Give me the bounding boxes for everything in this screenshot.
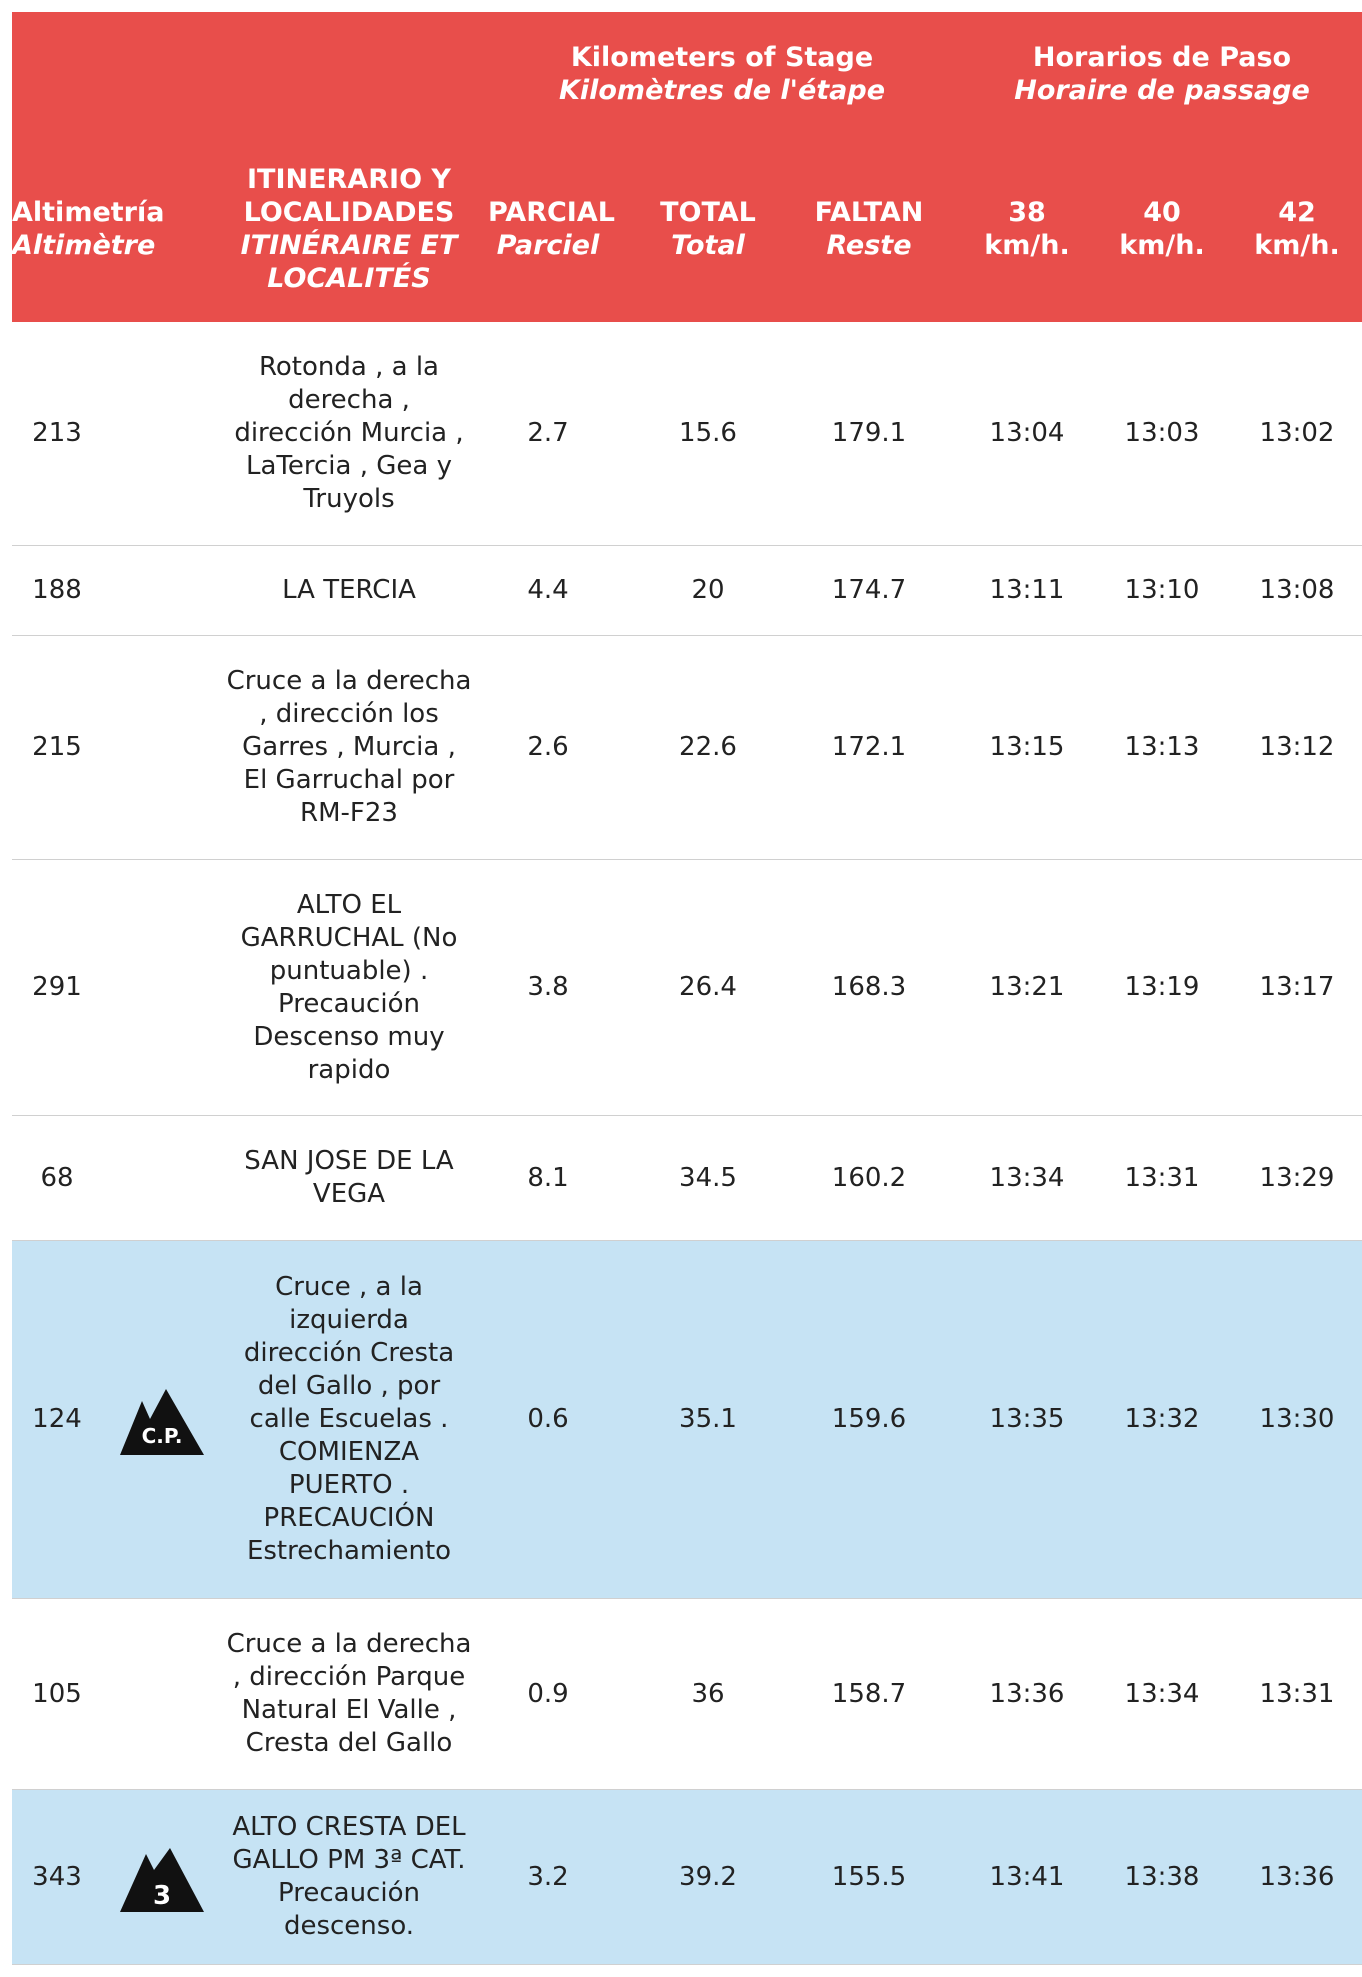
itinerary-text xyxy=(227,665,472,830)
itinerary-line: PUERTO . xyxy=(288,1470,410,1500)
itinerary-line: Precaución xyxy=(278,988,420,1019)
altitude-cell: 105 xyxy=(32,1678,82,1709)
faltan-cell: 160.2 xyxy=(831,1162,907,1193)
itinerary-cell xyxy=(224,860,474,1115)
table-row xyxy=(12,1599,1362,1790)
time-42-cell: 13:02 xyxy=(1259,418,1335,448)
km-group-title: Kilometers of Stage xyxy=(570,42,874,73)
itinerary-line: calle Escuelas . xyxy=(249,1404,449,1434)
mountain-cat3-icon xyxy=(112,1790,212,1964)
itinerary-line: , dirección Parque xyxy=(232,1662,466,1692)
itinerary-text xyxy=(244,1145,453,1211)
itinerary-line: del Gallo , por xyxy=(257,1371,441,1401)
parcial-cell: 3.2 xyxy=(527,1861,569,1892)
time-42-cell: 13:17 xyxy=(1259,972,1335,1002)
itinerary-line: LA TERCIA xyxy=(282,575,416,605)
table-row xyxy=(12,1116,1362,1241)
itinerary-line: dirección Cresta xyxy=(243,1338,455,1368)
parcial-cell: 2.6 xyxy=(527,732,569,762)
itinerary-cell xyxy=(224,546,474,635)
itinerary-cell xyxy=(224,1241,474,1598)
itinerary-line: Cruce a la derecha xyxy=(226,1629,472,1659)
total-cell: 39.2 xyxy=(679,1861,737,1892)
table-row xyxy=(12,1790,1362,1965)
itinerary-line: RM-F23 xyxy=(300,798,398,828)
time-38-cell: 13:15 xyxy=(989,732,1065,762)
time-42-cell: 13:12 xyxy=(1259,732,1335,762)
itinerary-line: Cruce a la derecha xyxy=(226,666,472,696)
itinerary-line: Rotonda , a la xyxy=(259,352,439,382)
itinerary-line: El Garruchal por xyxy=(243,765,455,795)
itinerary-text xyxy=(282,574,416,607)
itinerary-line: Natural El Valle , xyxy=(241,1695,457,1725)
time-42-cell: 13:29 xyxy=(1259,1162,1335,1193)
total-cell: 36 xyxy=(691,1678,725,1709)
time-40-cell: 13:10 xyxy=(1124,575,1200,605)
col-total-header: TOTAL Total xyxy=(660,197,756,261)
faltan-cell: 168.3 xyxy=(831,972,907,1002)
col-38-header: 38 km/h. xyxy=(984,197,1070,261)
table-header xyxy=(12,12,1362,322)
itinerary-line: rapido xyxy=(307,1054,391,1085)
parcial-cell: 2.7 xyxy=(527,418,569,448)
parcial-cell: 3.8 xyxy=(527,972,569,1002)
itinerary-line: dirección Murcia , xyxy=(234,418,464,448)
itinerary-line: izquierda xyxy=(289,1305,409,1335)
itinerary-line: Garres , Murcia , xyxy=(242,732,456,762)
parcial-cell: 8.1 xyxy=(527,1162,569,1193)
svg-text:3: 3 xyxy=(152,1881,172,1911)
time-42-cell: 13:08 xyxy=(1259,575,1335,605)
itinerary-line: Cresta del Gallo xyxy=(245,1728,453,1758)
faltan-cell: 174.7 xyxy=(831,575,907,605)
time-38-cell: 13:11 xyxy=(989,575,1065,605)
time-42-cell: 13:31 xyxy=(1259,1678,1335,1709)
col-40-header: 40 km/h. xyxy=(1119,197,1205,261)
parcial-cell: 4.4 xyxy=(527,575,569,605)
col-altitude-header: Altimetría Altimètre xyxy=(12,197,165,261)
itinerary-line: puntuable) . xyxy=(269,955,429,986)
altitude-cell: 291 xyxy=(32,972,82,1002)
time-38-cell: 13:21 xyxy=(989,972,1065,1002)
itinerary-cell xyxy=(224,1599,474,1789)
svg-text:C.P.: C.P. xyxy=(141,1423,183,1448)
col-42-header: 42 km/h. xyxy=(1254,197,1340,261)
time-40-cell: 13:38 xyxy=(1124,1861,1200,1892)
altitude-cell: 188 xyxy=(32,575,82,605)
km-group-header xyxy=(502,41,942,107)
faltan-cell: 172.1 xyxy=(831,732,907,762)
itinerary-cell xyxy=(224,636,474,859)
itinerary-line: GARRUCHAL (No xyxy=(240,922,458,953)
itinerary-text xyxy=(244,1271,454,1568)
time-38-cell: 13:04 xyxy=(989,418,1065,448)
itinerary-line: descenso. xyxy=(283,1911,415,1941)
itinerary-line: Estrechamiento xyxy=(246,1536,452,1566)
itinerary-line: , dirección los xyxy=(259,699,439,729)
stage-table xyxy=(12,12,1362,1965)
faltan-cell: 179.1 xyxy=(831,418,907,448)
itinerary-text xyxy=(234,351,463,516)
time-40-cell: 13:32 xyxy=(1124,1404,1200,1434)
total-cell: 20 xyxy=(691,575,725,605)
time-38-cell: 13:34 xyxy=(989,1162,1065,1193)
parcial-cell: 0.6 xyxy=(527,1404,569,1434)
itinerary-line: SAN JOSE DE LA xyxy=(244,1146,454,1176)
col-faltan-header: FALTAN Reste xyxy=(814,197,924,261)
altitude-cell: 343 xyxy=(32,1861,82,1892)
itinerary-line: GALLO PM 3ª CAT. xyxy=(232,1845,466,1875)
itinerary-line: Truyols xyxy=(303,484,395,514)
itinerary-line: Cruce , a la xyxy=(275,1272,423,1302)
table-row xyxy=(12,322,1362,546)
itinerary-line: Precaución xyxy=(278,1878,420,1908)
table-body xyxy=(12,322,1362,1965)
itinerary-line: VEGA xyxy=(312,1179,386,1209)
itinerary-text xyxy=(232,1811,465,1943)
itinerary-line: derecha , xyxy=(288,385,410,415)
itinerary-cell xyxy=(224,1790,474,1964)
itinerary-line: COMIENZA xyxy=(278,1437,420,1467)
time-38-cell: 13:41 xyxy=(989,1861,1065,1892)
itinerary-cell xyxy=(224,322,474,545)
itinerary-line: ALTO EL xyxy=(296,889,402,920)
total-cell: 35.1 xyxy=(679,1404,737,1434)
col-parcial-header: PARCIAL Parciel xyxy=(488,197,615,261)
itinerary-line: Descenso muy xyxy=(253,1021,445,1052)
total-cell: 26.4 xyxy=(679,972,737,1002)
time-38-cell: 13:36 xyxy=(989,1678,1065,1709)
itinerary-line: LaTercia , Gea y xyxy=(246,451,452,481)
itinerary-text xyxy=(241,889,458,1087)
times-group-header xyxy=(962,41,1362,107)
time-40-cell: 13:34 xyxy=(1124,1678,1200,1709)
time-40-cell: 13:13 xyxy=(1124,732,1200,762)
time-40-cell: 13:19 xyxy=(1124,972,1200,1002)
table-row xyxy=(12,546,1362,636)
itinerary-line: PRECAUCIÓN xyxy=(263,1503,435,1533)
time-40-cell: 13:03 xyxy=(1124,418,1200,448)
time-38-cell: 13:35 xyxy=(989,1404,1065,1434)
total-cell: 34.5 xyxy=(679,1162,737,1193)
total-cell: 15.6 xyxy=(679,418,737,448)
times-group-title: Horarios de Paso xyxy=(1032,42,1292,73)
time-42-cell: 13:30 xyxy=(1259,1404,1335,1434)
itinerary-text xyxy=(227,1628,472,1760)
altitude-cell: 68 xyxy=(40,1162,74,1193)
times-group-subtitle: Horaire de passage xyxy=(1014,75,1310,106)
itinerary-line: ALTO CRESTA DEL xyxy=(232,1812,466,1842)
table-row xyxy=(12,860,1362,1116)
faltan-cell: 158.7 xyxy=(831,1678,907,1709)
col-itinerary-header: ITINERARIO Y LOCALIDADES ITINÉRAIRE ET LOCALITÉS xyxy=(240,164,458,294)
total-cell: 22.6 xyxy=(679,732,737,762)
km-group-subtitle: Kilomètres de l'étape xyxy=(558,75,886,106)
time-40-cell: 13:31 xyxy=(1124,1162,1200,1193)
altitude-cell: 215 xyxy=(32,732,82,762)
table-row xyxy=(12,1241,1362,1599)
faltan-cell: 155.5 xyxy=(831,1861,907,1892)
mountain-cp-icon xyxy=(112,1241,212,1598)
faltan-cell: 159.6 xyxy=(831,1404,907,1434)
itinerary-cell xyxy=(224,1116,474,1240)
altitude-cell: 213 xyxy=(32,418,82,448)
time-42-cell: 13:36 xyxy=(1259,1861,1335,1892)
table-row xyxy=(12,636,1362,860)
parcial-cell: 0.9 xyxy=(527,1678,569,1709)
altitude-cell: 124 xyxy=(32,1404,82,1434)
